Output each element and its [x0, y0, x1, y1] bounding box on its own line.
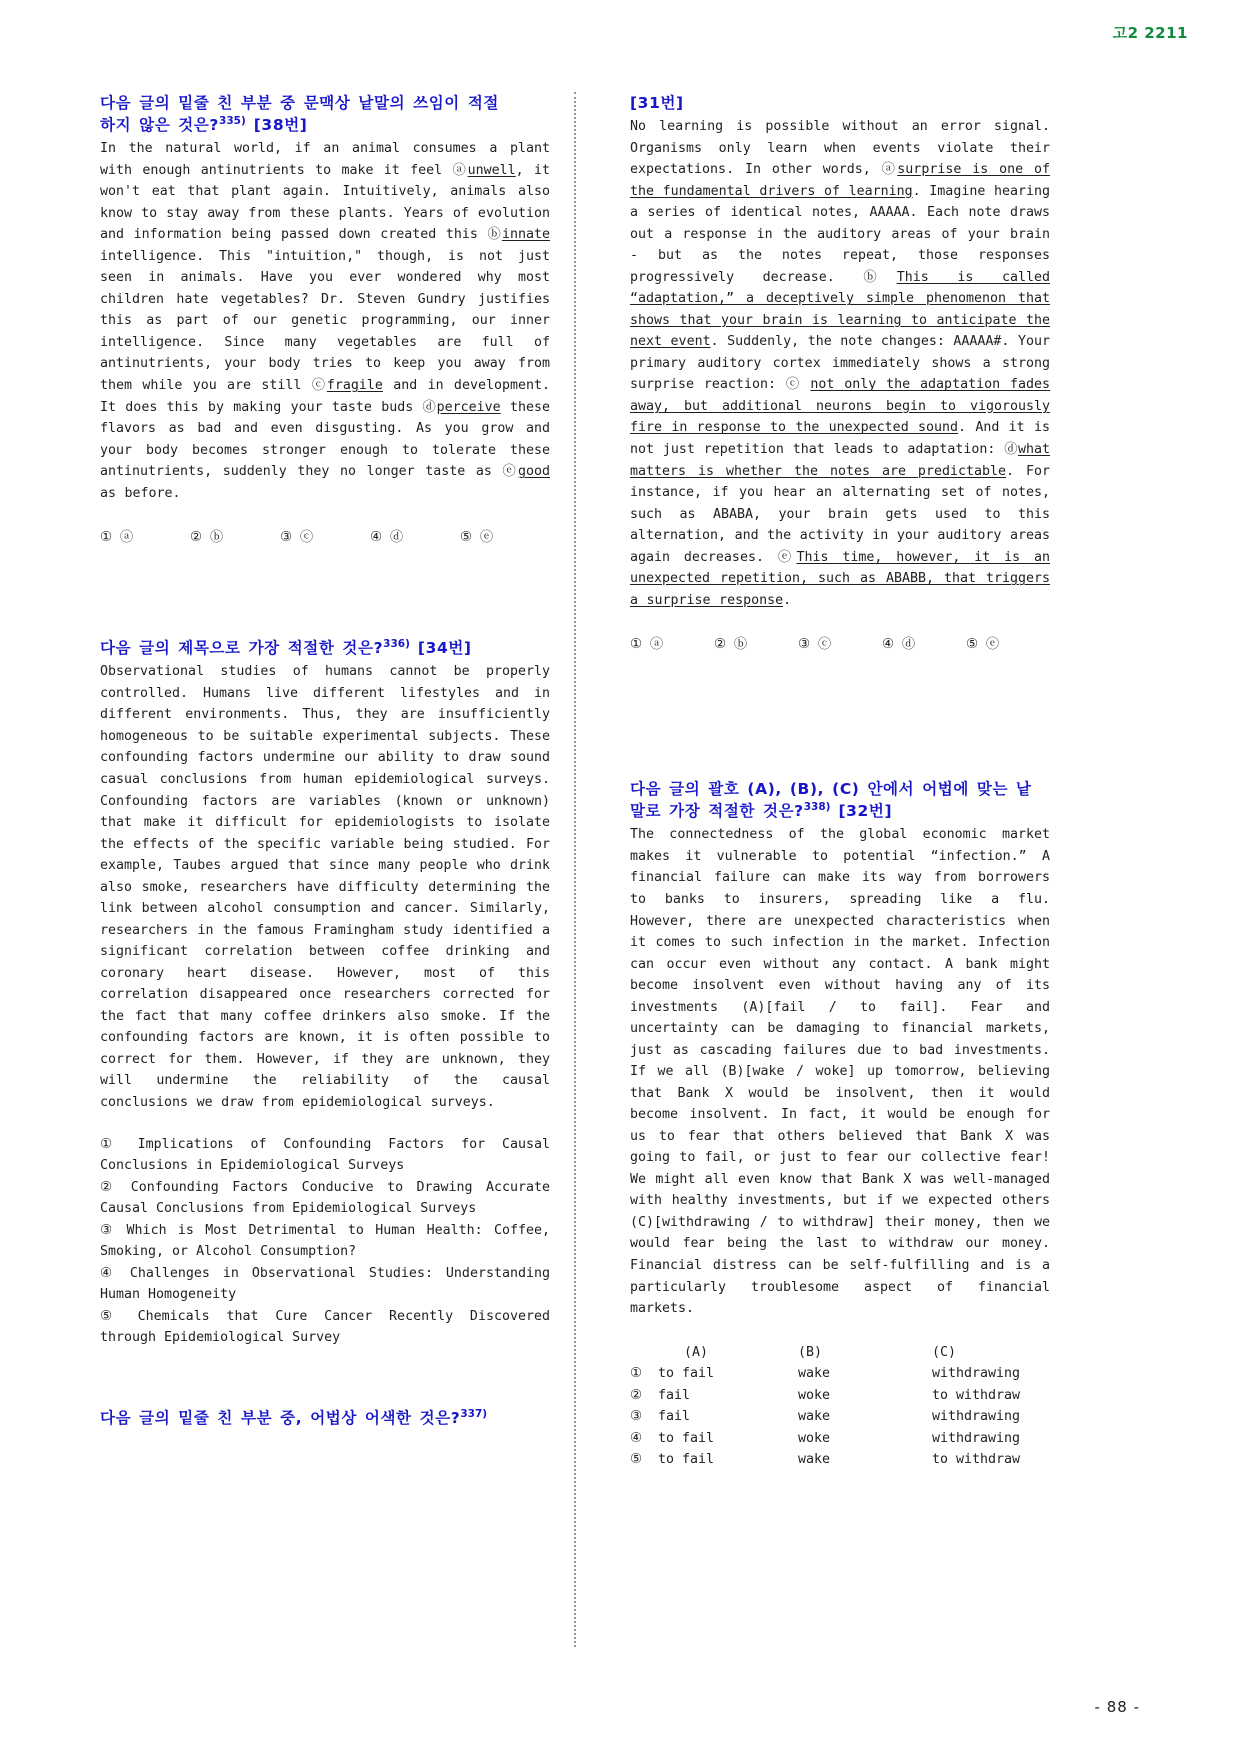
question-heading-34: [100, 637, 550, 659]
question-block-38: [100, 92, 550, 545]
answer-option-4[interactable]: ④ ⓓ: [370, 530, 404, 546]
table-row[interactable]: [630, 1449, 1050, 1471]
cell-a: to fail: [658, 1452, 715, 1468]
row-marker: ⑤: [630, 1452, 642, 1468]
heading-question-tag: [32번]: [838, 802, 893, 821]
block-spacer: [630, 652, 1050, 744]
underlined-choice-d: perceive: [436, 399, 501, 415]
question-block-32: [630, 778, 1050, 1471]
answer-option-2[interactable]: ② ⓑ: [714, 637, 748, 653]
cell-c: withdrawing: [932, 1409, 1021, 1425]
answer-choices-38: [100, 526, 550, 545]
cell-a: to fail: [658, 1430, 715, 1446]
heading-question-tag: [38번]: [253, 116, 308, 135]
cell-a: fail: [658, 1387, 691, 1403]
passage-segment: . Imagine hearing a series of identical notes, AAAAA. Each note draws out a response in the auditory areas of your brain - but as the notes repeat, those responses progressively decrease. ⓑ: [630, 183, 1050, 285]
left-column: [100, 92, 562, 1672]
passage-segment: . For instance, if you hear an alternating set of notes, such as ABABA, your brain gets used to this alternation, and the activity in your auditory areas again decreases. ⓔ: [630, 463, 1050, 565]
heading-question-tag: [34번]: [417, 639, 472, 658]
cell-b: wake: [798, 1452, 831, 1468]
passage-segment: as before.: [100, 485, 181, 501]
passage-segment: these flavors as bad and even disgusting. As you grow and your body becomes stronger enough to tolerate these antinutrients, suddenly they no longer taste as ⓔ: [100, 399, 550, 480]
table-row[interactable]: [630, 1428, 1050, 1450]
underlined-choice-c: not only the adaptation fades away, but additional neurons begin to vigorously fire in response to the unexpected sound: [630, 377, 1050, 436]
cell-c: withdrawing: [932, 1366, 1021, 1382]
passage-segment: In the natural world, if an animal consumes a plant with enough antinutrients to make it feel ⓐ: [100, 141, 550, 178]
answer-choices-31: [630, 633, 1050, 652]
table-header-row: [630, 1342, 1050, 1364]
answer-option-1[interactable]: ① ⓐ: [100, 530, 134, 546]
answer-option-4[interactable]: ④ ⓓ: [882, 637, 916, 653]
answer-option-3[interactable]: ③ ⓒ: [798, 637, 832, 653]
answer-option-1[interactable]: ① ⓐ: [630, 637, 664, 653]
answer-option-4[interactable]: ④ Challenges in Observational Studies: Understanding Human Homogeneity: [100, 1265, 550, 1303]
question-block-337: [100, 1407, 550, 1429]
passage-segment: intelligence. This "intuition," though, is not just seen in animals. Have you ever wondered why most children hate vegetables? Dr. Steven Gundry justifies this as part of our genetic programming, our inner intelligence. Since many vegetables are full of antinutrients, your body tries to keep you away from them while you are still ⓒ: [100, 248, 550, 393]
cell-b: wake: [798, 1366, 831, 1382]
heading-footnote-number: 335): [219, 115, 246, 127]
question-heading-38: [100, 92, 550, 136]
passage-segment: . Suddenly, the note changes: AAAAA#. Your primary auditory cortex immediately shows a strong surprise reaction: ⓒ: [630, 334, 1050, 393]
cell-b: wake: [798, 1409, 831, 1425]
page-header-label: 고2 2211: [1112, 24, 1188, 42]
heading-line-1: 다음 글의 괄호 (A), (B), (C) 안에서 어법에 맞는 낱: [630, 780, 1032, 799]
passage-segment: and in development. It does this by making your taste buds ⓓ: [100, 378, 550, 415]
cell-c: withdrawing: [932, 1430, 1021, 1446]
block-spacer: [630, 744, 1050, 778]
question-heading-31: [630, 92, 1050, 114]
passage-text-32: The connectedness of the global economic market makes it vulnerable to potential “infection.” A financial failure can make its way from borrowers to banks to insurers, spreading like a flu. However, there are unexpected characteristics when it comes to such infection in the market. Infection can occur even without any contact. A bank might become insolvent even without having any of its investments (A)[fail / to fail]. Fear and uncertainty can be damaging to financial markets, just as cascading failures due to bad investments. If we all (B)[wake / woke] up tomorrow, believing that Bank X would be insolvent, then it would become insolvent. In fact, it would be enough for us to fear that others believed that Bank X was going to fail, or just to fear our collective fear! We might all even know that Bank X was well-managed with healthy investments, but if we expected others (C)[withdrawing / to withdraw] their money, then we would fear being the last to withdraw our money. Financial distress can be self-fulfilling and is a particularly troublesome aspect of financial markets.: [630, 827, 1050, 1317]
underlined-choice-b: This is called “adaptation,” a deceptively simple phenomenon that shows that your brain is learning to anticipate the next event: [630, 269, 1050, 350]
question-block-34: [100, 637, 550, 1349]
block-spacer: [100, 1349, 550, 1407]
passage-text-31: [630, 116, 1050, 611]
answer-option-2[interactable]: ② Confounding Factors Conducive to Drawing Accurate Causal Conclusions from Epidemiological Surveys: [100, 1179, 550, 1217]
table-header-b: (B): [798, 1344, 823, 1360]
row-marker: ③: [630, 1409, 642, 1425]
answer-option-5[interactable]: ⑤ Chemicals that Cure Cancer Recently Discovered through Epidemiological Survey: [100, 1308, 550, 1346]
heading-line-2: 하지 않은 것은?: [100, 116, 220, 135]
heading-line-1: 다음 글의 밑줄 친 부분 중 문맥상 낱말의 쓰임이 적절: [100, 94, 500, 112]
answer-choices-34: [100, 1134, 550, 1349]
passage-segment: No learning is possible without an error signal. Organisms only learn when events violate their expectations. In other words, ⓐ: [630, 119, 1050, 178]
row-marker: ②: [630, 1387, 642, 1403]
answer-option-2[interactable]: ② ⓑ: [190, 530, 224, 546]
cell-c: to withdraw: [932, 1387, 1021, 1403]
passage-segment: , it won't eat that plant again. Intuitively, animals also know to stay away from these plants. Years of evolution and information being passed down created this ⓑ: [100, 162, 550, 243]
question-heading-337: [100, 1407, 550, 1429]
passage-segment: . And it is not just repetition that leads to adaptation: ⓓ: [630, 420, 1050, 457]
cell-b: woke: [798, 1387, 831, 1403]
heading-footnote-number: 338): [803, 801, 831, 814]
cell-a: fail: [658, 1409, 691, 1425]
right-column: [588, 92, 1050, 1672]
table-header-a: (A): [684, 1344, 709, 1360]
two-column-layout: [100, 92, 1140, 1672]
cell-c: to withdraw: [932, 1452, 1021, 1468]
answer-option-5[interactable]: ⑤ ⓔ: [460, 530, 494, 546]
heading-footnote-number: 336): [383, 638, 410, 651]
answer-option-3[interactable]: ③ Which is Most Detrimental to Human Health: Coffee, Smoking, or Alcohol Consumption?: [100, 1222, 550, 1260]
answer-option-3[interactable]: ③ ⓒ: [280, 530, 314, 546]
heading-question-tag: [31번]: [630, 94, 684, 112]
table-row[interactable]: [630, 1363, 1050, 1385]
block-spacer: [100, 545, 550, 637]
answer-option-5[interactable]: ⑤ ⓔ: [966, 637, 1000, 653]
heading-line-1: 다음 글의 제목으로 가장 적절한 것은?: [100, 639, 384, 658]
underlined-choice-d: what matters is whether the notes are predictable: [630, 441, 1050, 479]
passage-text-38: [100, 138, 550, 504]
row-marker: ④: [630, 1430, 642, 1446]
cell-a: to fail: [658, 1366, 715, 1382]
underlined-choice-a: unwell: [467, 162, 516, 178]
heading-line-2: 말로 가장 적절한 것은?: [630, 802, 804, 821]
cell-b: woke: [798, 1430, 831, 1446]
question-block-31: [630, 92, 1050, 652]
underlined-choice-e: This time, however, it is an unexpected repetition, such as ABABB, that triggers a surprise response: [630, 549, 1050, 608]
heading-footnote-number: 337): [460, 1407, 488, 1420]
passage-text-34: Observational studies of humans cannot be properly controlled. Humans live different lifestyles and in different environments. Thus, they are insufficiently homogeneous to be suitable experimental subjects. These confounding factors undermine our ability to draw sound casual conclusions from human epidemiological surveys. Confounding factors are variables (known or unknown) that make it difficult for epidemiologists to isolate the effects of the specific variable being studied. For example, Taubes argued that since many people who drink also smoke, researchers have difficulty determining the link between alcohol consumption and cancer. Similarly, researchers in the famous Framingham study identified a significant correlation between coffee drinking and coronary heart disease. However, most of this correlation disappeared once researchers corrected for the fact that many coffee drinkers also smoke. If the confounding factors are known, it is often possible to correct for them. However, if they are unknown, they will undermine the reliability of the causal conclusions we draw from epidemiological surveys.: [100, 664, 550, 1110]
row-marker: ①: [630, 1366, 642, 1382]
column-divider: [574, 92, 576, 1647]
answer-table-32: [630, 1342, 1050, 1471]
underlined-choice-b: innate: [501, 227, 550, 243]
table-row[interactable]: [630, 1406, 1050, 1428]
heading-line-1: 다음 글의 밑줄 친 부분 중, 어법상 어색한 것은?: [100, 1408, 461, 1427]
answer-option-1[interactable]: ① Implications of Confounding Factors for Causal Conclusions in Epidemiological Surveys: [100, 1136, 550, 1174]
table-row[interactable]: [630, 1385, 1050, 1407]
underlined-choice-a: surprise is one of the fundamental drivers of learning: [630, 162, 1050, 199]
table-header-blank: [630, 1342, 658, 1364]
table-header-c: (C): [932, 1344, 957, 1360]
underlined-choice-c: fragile: [326, 378, 383, 393]
underlined-choice-e: good: [517, 464, 550, 480]
page-number: - 88 -: [1094, 1698, 1140, 1716]
question-heading-32: [630, 778, 1050, 822]
passage-segment: .: [783, 592, 792, 608]
